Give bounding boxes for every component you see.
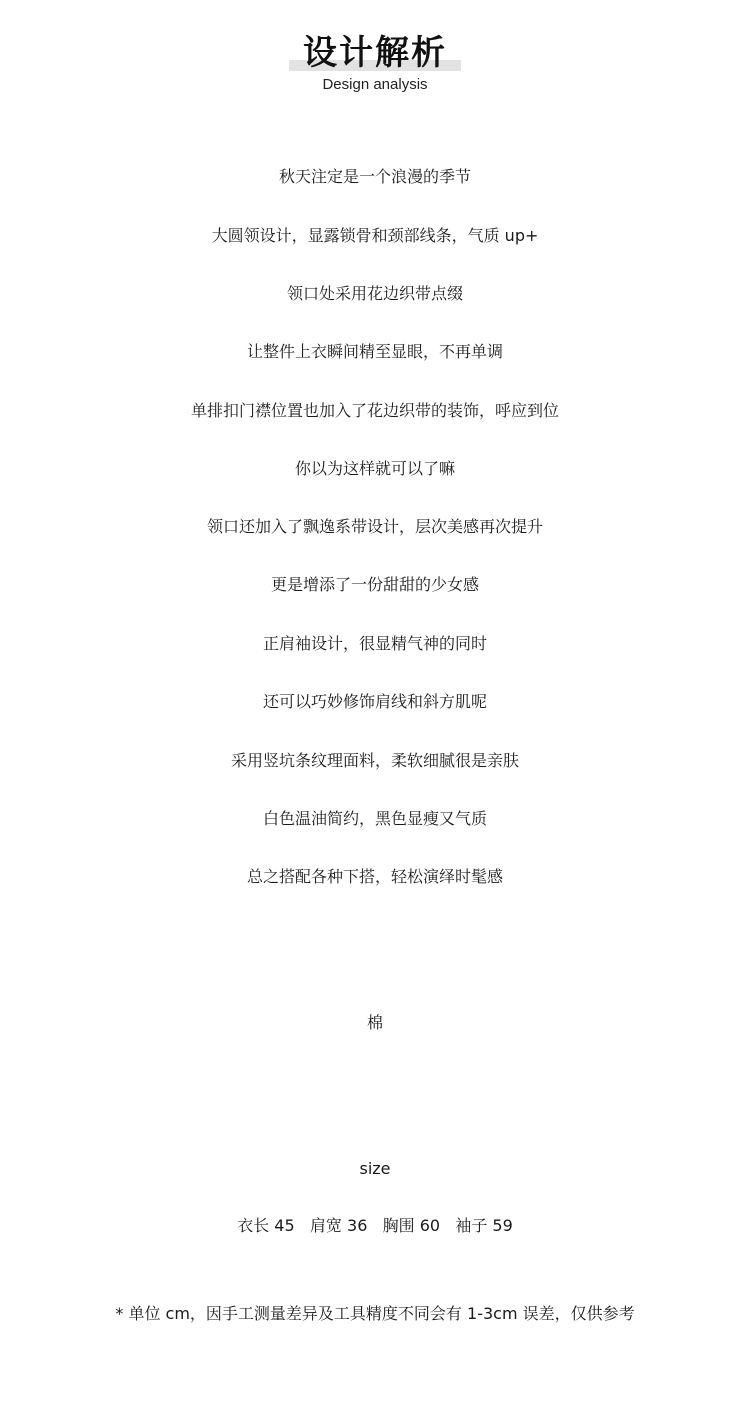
description-line: 秋天注定是一个浪漫的季节 <box>278 167 471 186</box>
section-subtitle: Design analysis <box>322 76 428 93</box>
description-line: 你以为这样就可以了嘛 <box>294 459 455 478</box>
description-line: 总之搭配各种下搭，轻松演绎时髦感 <box>246 867 503 886</box>
description-line: 领口处采用花边织带点缀 <box>286 284 463 303</box>
description-line: 还可以巧妙修饰肩线和斜方肌呢 <box>262 692 487 711</box>
description-line: 更是增添了一份甜甜的少女感 <box>270 575 479 594</box>
description-line: 让整件上衣瞬间精至显眼，不再单调 <box>246 342 503 361</box>
section-header <box>0 30 750 94</box>
measurement-note: * 单位 cm，因手工测量差异及工具精度不同会有 1-3cm 误差，仅供参考 <box>115 1304 635 1323</box>
section-title: 设计解析 <box>303 33 447 73</box>
title-block <box>289 30 461 76</box>
size-heading: size <box>359 1159 391 1178</box>
description-line: 领口还加入了飘逸系带设计，层次美感再次提升 <box>206 517 543 536</box>
description-line: 单排扣门襟位置也加入了花边织带的装饰，呼应到位 <box>190 401 559 420</box>
size-values: 衣长 45 肩宽 36 胸围 60 袖子 59 <box>237 1216 513 1235</box>
description-line: 采用竖坑条纹理面料，柔软细腻很是亲肤 <box>230 751 519 770</box>
fabric-label: 棉 <box>366 1013 383 1032</box>
description-line: 正肩袖设计，很显精气神的同时 <box>262 634 487 653</box>
description-line: 白色温油简约，黑色显瘦又气质 <box>262 809 487 828</box>
description-line: 大圆领设计，显露锁骨和颈部线条，气质 up+ <box>211 226 539 245</box>
